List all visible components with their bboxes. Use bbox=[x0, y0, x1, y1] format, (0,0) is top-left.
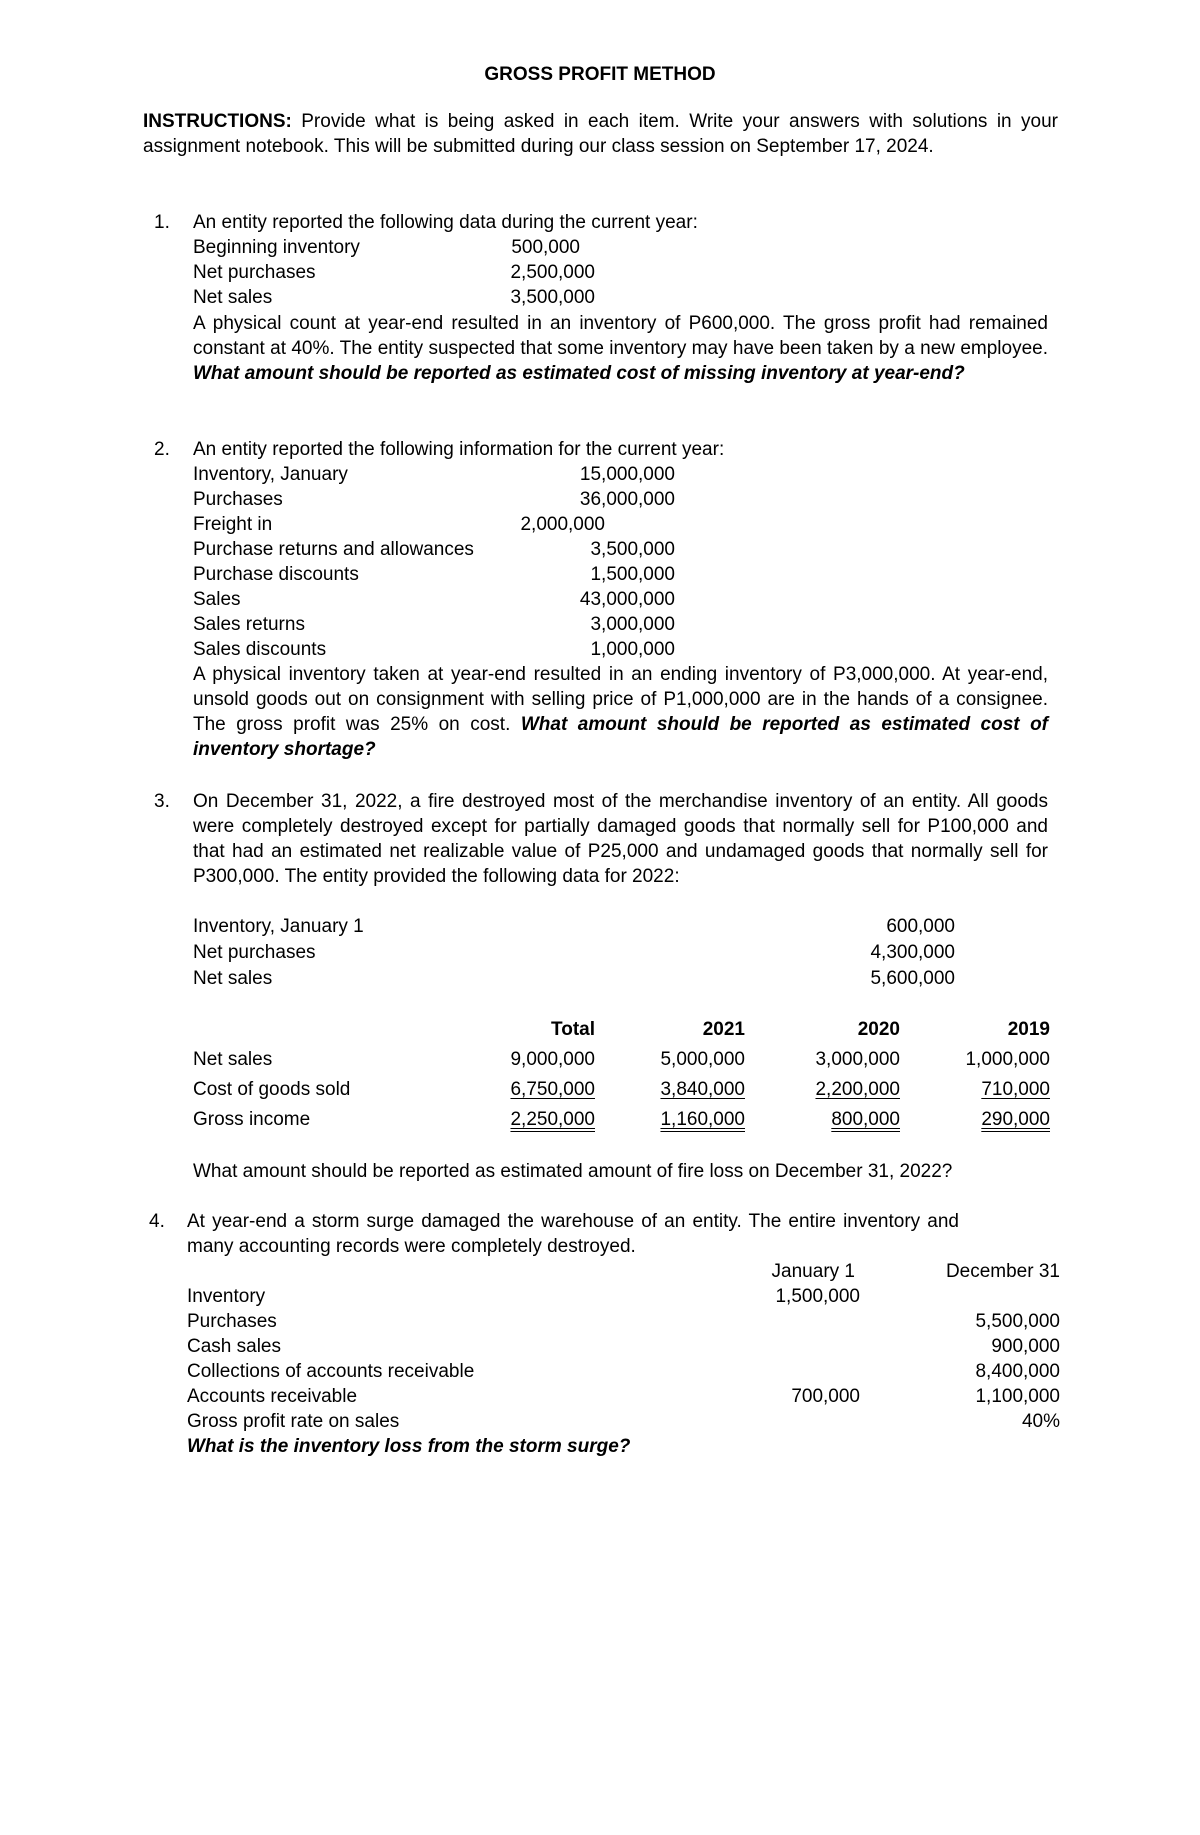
q2-row-label: Freight in bbox=[193, 514, 273, 535]
q3-table-cell bbox=[440, 1107, 595, 1132]
q3-row-value: 5,600,000 bbox=[870, 968, 955, 989]
q2-row-label: Purchase returns and allowances bbox=[193, 539, 474, 560]
question-1-intro: An entity reported the following data during the current year: bbox=[193, 212, 698, 233]
instructions bbox=[143, 109, 1058, 159]
q3-table-cell bbox=[895, 1077, 1050, 1102]
q4-row-label: Inventory bbox=[187, 1286, 266, 1307]
q3-table-row-label: Cost of goods sold bbox=[193, 1079, 351, 1100]
q3-row-value: 600,000 bbox=[886, 916, 955, 937]
q4-row-label: Accounts receivable bbox=[187, 1386, 358, 1407]
q2-row-label: Sales returns bbox=[193, 614, 305, 635]
q4-row-label: Purchases bbox=[187, 1311, 277, 1332]
question-1-number: 1. bbox=[154, 212, 170, 233]
q3-table-header: 2021 bbox=[702, 1019, 745, 1040]
q3-table-cell bbox=[590, 1077, 745, 1102]
q1-row-label: Net purchases bbox=[193, 262, 316, 283]
q3-table-cell bbox=[895, 1107, 1050, 1132]
q2-row-value: 2,000,000 bbox=[520, 514, 605, 535]
q3-row-label: Net sales bbox=[193, 968, 273, 989]
q2-row-value: 3,500,000 bbox=[590, 539, 675, 560]
q3-cell-text: 800,000 bbox=[831, 1109, 900, 1130]
q3-row-label: Inventory, January 1 bbox=[193, 916, 364, 937]
q4-row-label: Cash sales bbox=[187, 1336, 281, 1357]
q4-question: What is the inventory loss from the storm surge? bbox=[187, 1436, 631, 1457]
q2-row-label: Sales discounts bbox=[193, 639, 327, 660]
q4-dec-value: 1,100,000 bbox=[975, 1386, 1060, 1407]
q1-row-value: 3,500,000 bbox=[510, 287, 595, 308]
q3-table-cell bbox=[745, 1077, 900, 1102]
q2-row-value: 1,500,000 bbox=[590, 564, 675, 585]
q3-table-cell: 9,000,000 bbox=[510, 1049, 595, 1070]
q4-dec-value: 900,000 bbox=[991, 1336, 1060, 1357]
q4-jan-value: 700,000 bbox=[791, 1386, 860, 1407]
q3-row-value: 4,300,000 bbox=[870, 942, 955, 963]
q3-table-header: 2019 bbox=[1007, 1019, 1050, 1040]
q3-table-cell: 5,000,000 bbox=[660, 1049, 745, 1070]
q2-row-value: 1,000,000 bbox=[590, 639, 675, 660]
q3-table-cell: 1,000,000 bbox=[965, 1049, 1050, 1070]
question-2-number: 2. bbox=[154, 439, 170, 460]
q3-table-row-label: Gross income bbox=[193, 1109, 311, 1130]
q2-row-value: 15,000,000 bbox=[579, 464, 675, 485]
q3-cell-text: 6,750,000 bbox=[510, 1079, 595, 1100]
q4-col-header: January 1 bbox=[771, 1261, 855, 1282]
q4-row-label: Gross profit rate on sales bbox=[187, 1411, 400, 1432]
q2-row-value: 36,000,000 bbox=[579, 489, 675, 510]
q3-table-cell bbox=[745, 1107, 900, 1132]
question-1-body bbox=[193, 311, 1048, 386]
q3-cell-text: 2,250,000 bbox=[510, 1109, 595, 1130]
q2-row-value: 3,000,000 bbox=[590, 614, 675, 635]
q2-row-label: Inventory, January bbox=[193, 464, 348, 485]
q1-row-label: Net sales bbox=[193, 287, 273, 308]
instructions-label: INSTRUCTIONS: bbox=[143, 111, 292, 132]
q3-cell-text: 290,000 bbox=[981, 1109, 1050, 1130]
q2-row-value: 43,000,000 bbox=[579, 589, 675, 610]
q2-row-label: Purchases bbox=[193, 489, 283, 510]
q3-question: What amount should be reported as estimated amount of fire loss on December 31, 2022? bbox=[193, 1161, 953, 1182]
q3-cell-text: 2,200,000 bbox=[815, 1079, 900, 1100]
q4-row-label: Collections of accounts receivable bbox=[187, 1361, 475, 1382]
q3-cell-text: 1,160,000 bbox=[660, 1109, 745, 1130]
q1-row-value: 2,500,000 bbox=[510, 262, 595, 283]
question-2-intro: An entity reported the following information for the current year: bbox=[193, 439, 725, 460]
q3-cell-text: 710,000 bbox=[981, 1079, 1050, 1100]
q4-dec-value: 40% bbox=[1021, 1411, 1060, 1432]
q2-row-label: Sales bbox=[193, 589, 241, 610]
q2-question: What amount should be reported as estimated cost of inventory shortage? bbox=[193, 714, 1049, 760]
q2-row-label: Purchase discounts bbox=[193, 564, 359, 585]
question-4-body: At year-end a storm surge damaged the warehouse of an entity. The entire inventory and many accounting records were completely destroyed. bbox=[187, 1211, 959, 1257]
q4-dec-value: 8,400,000 bbox=[975, 1361, 1060, 1382]
question-3-number: 3. bbox=[154, 791, 170, 812]
q3-row-label: Net purchases bbox=[193, 942, 316, 963]
q1-row-label: Beginning inventory bbox=[193, 237, 360, 258]
q3-table-header: Total bbox=[551, 1019, 595, 1040]
q1-question: What amount should be reported as estimated cost of missing inventory at year-end? bbox=[193, 363, 965, 384]
q1-row-value: 500,000 bbox=[511, 237, 580, 258]
q2-body-text: A physical inventory taken at year-end resulted in an ending inventory of P3,000,000. At year-end, unsold goods out on consignment with selling price of P1,000,000 are in the hands of a consignee. The gross profit was 25% on cost. bbox=[193, 664, 1048, 735]
q4-dec-value: 5,500,000 bbox=[975, 1311, 1060, 1332]
question-2-body bbox=[193, 662, 1048, 762]
q3-table-cell: 3,000,000 bbox=[815, 1049, 900, 1070]
q1-body-text: A physical count at year-end resulted in an inventory of P600,000. The gross profit had remained constant at 40%. The entity suspected that some inventory may have been taken by a new employee. bbox=[193, 313, 1048, 359]
instructions-text: Provide what is being asked in each item. Write your answers with solutions in your assignment notebook. This will be submitted during our class session on September 17, 2024. bbox=[143, 111, 1058, 157]
q3-cell-text: 3,840,000 bbox=[660, 1079, 745, 1100]
page-title: GROSS PROFIT METHOD bbox=[484, 64, 716, 85]
q4-jan-value: 1,500,000 bbox=[775, 1286, 860, 1307]
q3-table-row-label: Net sales bbox=[193, 1049, 273, 1070]
question-4-number: 4. bbox=[149, 1211, 165, 1232]
q3-table-header: 2020 bbox=[857, 1019, 900, 1040]
q4-col-header: December 31 bbox=[945, 1261, 1060, 1282]
q3-table-cell bbox=[440, 1077, 595, 1102]
q3-table-cell bbox=[590, 1107, 745, 1132]
question-3-body: On December 31, 2022, a fire destroyed most of the merchandise inventory of an entity. All goods were completely destroyed except for partially damaged goods that normally sell for P100,000 and that had an estimated net realizable value of P25,000 and undamaged goods that normally sell for P300,000. The entity provided the following data for 2022: bbox=[193, 791, 1048, 887]
